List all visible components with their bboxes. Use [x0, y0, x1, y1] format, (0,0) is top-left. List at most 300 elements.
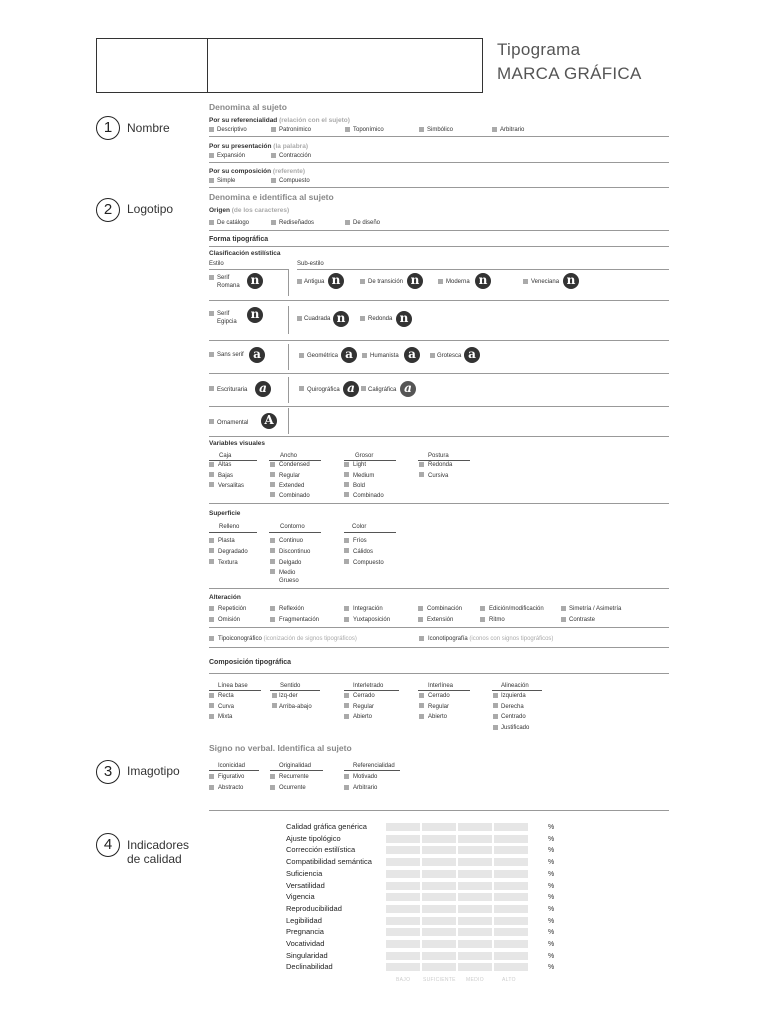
- checkbox[interactable]: [297, 279, 302, 284]
- checkbox[interactable]: [209, 636, 214, 641]
- checkbox[interactable]: [344, 472, 349, 477]
- checkbox[interactable]: [270, 492, 275, 497]
- checkbox[interactable]: [209, 311, 214, 316]
- option-combinado: Combinado: [279, 493, 310, 499]
- option-contraccion: Contracción: [279, 153, 312, 159]
- divider: [209, 246, 669, 247]
- checkbox[interactable]: [344, 617, 349, 622]
- quality-cell[interactable]: [422, 952, 456, 960]
- checkbox[interactable]: [362, 353, 367, 358]
- section-imagotipo: Imagotipo: [127, 764, 180, 778]
- quality-cell[interactable]: [422, 917, 456, 925]
- checkbox[interactable]: [270, 472, 275, 477]
- checkbox[interactable]: [344, 703, 349, 708]
- checkbox[interactable]: [271, 127, 276, 132]
- option-descriptivo: Descriptivo: [217, 127, 247, 133]
- iconotipografia-label: Iconotipografía (iconos con signos tipográficos): [428, 636, 554, 642]
- checkbox[interactable]: [561, 606, 566, 611]
- alteracion-heading: Alteración: [209, 594, 241, 601]
- sub-geometrica: Geométrica: [307, 353, 339, 359]
- style-serif: Serif: [217, 275, 230, 281]
- option-de-catalogo: De catálogo: [217, 220, 250, 226]
- quality-cell[interactable]: [494, 905, 528, 913]
- glyph-n-icon: n: [563, 273, 579, 289]
- quality-label: Vigencia: [286, 892, 315, 902]
- quality-cell[interactable]: [386, 952, 420, 960]
- checkbox[interactable]: [209, 386, 214, 391]
- option-textura: Textura: [218, 560, 238, 566]
- sub-moderna: Moderna: [446, 279, 470, 285]
- option-justificado: Justificado: [501, 725, 530, 731]
- option-condensed: Condensed: [279, 462, 310, 468]
- checkbox[interactable]: [345, 127, 350, 132]
- checkbox[interactable]: [493, 703, 498, 708]
- checkbox[interactable]: [344, 559, 349, 564]
- quality-cell[interactable]: [458, 870, 492, 878]
- checkbox[interactable]: [344, 548, 349, 553]
- option-abstracto: Abstracto: [218, 785, 244, 791]
- quality-cell[interactable]: [386, 917, 420, 925]
- checkbox[interactable]: [419, 636, 424, 641]
- quality-cell[interactable]: [422, 893, 456, 901]
- quality-cell[interactable]: [458, 823, 492, 831]
- checkbox[interactable]: [270, 617, 275, 622]
- quality-percent: %: [548, 952, 555, 960]
- glyph-a-icon: a: [249, 347, 265, 363]
- checkbox[interactable]: [419, 693, 424, 698]
- checkbox[interactable]: [344, 606, 349, 611]
- col-alineacion: Alineación: [501, 683, 529, 689]
- checkbox[interactable]: [209, 548, 214, 553]
- checkbox[interactable]: [209, 559, 214, 564]
- checkbox[interactable]: [493, 725, 498, 730]
- glyph-n-icon: n: [396, 311, 412, 327]
- sub-antigua: Antigua: [304, 279, 325, 285]
- checkbox[interactable]: [209, 352, 214, 357]
- divider: [209, 627, 669, 628]
- option-patronimico: Patronímico: [279, 127, 312, 133]
- divider: [209, 300, 669, 301]
- style-serif-2: Serif: [217, 311, 230, 317]
- option-omision: Omisión: [218, 617, 241, 623]
- divider: [209, 187, 669, 188]
- checkbox[interactable]: [271, 178, 276, 183]
- quality-cell[interactable]: [458, 835, 492, 843]
- quality-cell[interactable]: [386, 823, 420, 831]
- sub-redonda: Redonda: [368, 316, 393, 322]
- quality-cell[interactable]: [422, 882, 456, 890]
- option-toponimico: Toponímico: [353, 127, 384, 133]
- checkbox[interactable]: [344, 785, 349, 790]
- quality-cell[interactable]: [422, 823, 456, 831]
- scale-suficiente: SUFICIENTE: [423, 977, 456, 983]
- quality-cell[interactable]: [458, 917, 492, 925]
- quality-cell[interactable]: [494, 835, 528, 843]
- quality-cell[interactable]: [458, 905, 492, 913]
- checkbox[interactable]: [360, 316, 365, 321]
- underline: [344, 690, 399, 691]
- divider: [209, 406, 669, 407]
- checkbox[interactable]: [344, 714, 349, 719]
- checkbox[interactable]: [272, 703, 277, 708]
- clasificacion-label: Clasificación estilística: [209, 250, 281, 257]
- checkbox[interactable]: [270, 774, 275, 779]
- checkbox[interactable]: [493, 693, 498, 698]
- quality-cell[interactable]: [386, 893, 420, 901]
- scale-medio: MEDIO: [466, 977, 484, 983]
- underline: [209, 532, 257, 533]
- checkbox[interactable]: [209, 153, 214, 158]
- checkbox[interactable]: [270, 569, 275, 574]
- glyph-n-icon: n: [407, 273, 423, 289]
- quality-cell[interactable]: [422, 846, 456, 854]
- option-compuesto: Compuesto: [353, 560, 384, 566]
- checkbox[interactable]: [271, 153, 276, 158]
- checkbox[interactable]: [209, 538, 214, 543]
- checkbox[interactable]: [419, 127, 424, 132]
- quality-label: Versatilidad: [286, 880, 325, 890]
- option-altas: Altas: [218, 462, 232, 468]
- divider: [209, 588, 669, 589]
- divider: [209, 340, 669, 341]
- option-arbitrario-2: Arbitrario: [353, 785, 378, 791]
- option-versalitas: Versalitas: [218, 483, 245, 489]
- checkbox[interactable]: [561, 617, 566, 622]
- checkbox[interactable]: [209, 275, 214, 280]
- quality-cell[interactable]: [422, 870, 456, 878]
- scale-bajo: BAJO: [396, 977, 411, 983]
- quality-cell[interactable]: [494, 917, 528, 925]
- checkbox[interactable]: [209, 774, 214, 779]
- underline: [209, 770, 259, 771]
- divider: [288, 270, 289, 296]
- checkbox[interactable]: [209, 482, 214, 487]
- option-delgado: Delgado: [279, 560, 302, 566]
- option-izquierda: Izquierda: [501, 693, 526, 699]
- sub-quirografica: Quirográfica: [307, 387, 340, 393]
- option-repeticion: Repetición: [218, 606, 247, 612]
- checkbox[interactable]: [209, 472, 214, 477]
- quality-cell[interactable]: [494, 893, 528, 901]
- option-figurativo: Figurativo: [218, 774, 245, 780]
- quality-label: Ajuste tipológico: [286, 833, 341, 843]
- header-divider: [207, 39, 208, 92]
- col-relleno: Relleno: [219, 524, 240, 530]
- divider: [209, 269, 289, 270]
- checkbox[interactable]: [419, 714, 424, 719]
- quality-percent: %: [548, 929, 555, 937]
- section-number-1: 1: [96, 116, 120, 140]
- sub-veneciana: Veneciana: [531, 279, 560, 285]
- quality-cell[interactable]: [386, 835, 420, 843]
- quality-cell[interactable]: [386, 963, 420, 971]
- col-iconicidad: Iconicidad: [218, 763, 246, 769]
- quality-label: Vocatividad: [286, 939, 325, 948]
- presentacion-label: Por su presentación (la palabra): [209, 143, 308, 150]
- checkbox[interactable]: [480, 617, 485, 622]
- checkbox[interactable]: [270, 548, 275, 553]
- col-sentido: Sentido: [280, 683, 301, 689]
- col-originalidad: Originalidad: [279, 763, 312, 769]
- section-number-2: 2: [96, 198, 120, 222]
- checkbox[interactable]: [360, 279, 365, 284]
- quality-percent: %: [548, 870, 555, 878]
- quality-cell[interactable]: [494, 952, 528, 960]
- checkbox[interactable]: [344, 774, 349, 779]
- quality-percent: %: [548, 964, 555, 972]
- section-number-4: 4: [96, 833, 120, 857]
- option-medio: Medio: [279, 570, 296, 576]
- checkbox[interactable]: [419, 462, 424, 467]
- glyph-a-icon: a: [341, 347, 357, 363]
- glyph-n-icon: n: [247, 307, 263, 323]
- quality-label: Compatibilidad semántica: [286, 857, 372, 867]
- checkbox[interactable]: [209, 220, 214, 225]
- quality-cell[interactable]: [386, 940, 420, 948]
- section-number-3: 3: [96, 760, 120, 784]
- checkbox[interactable]: [270, 538, 275, 543]
- option-curva: Curva: [218, 704, 235, 710]
- checkbox[interactable]: [270, 462, 275, 467]
- sub-humanista: Humanista: [370, 353, 399, 359]
- quality-cell[interactable]: [386, 905, 420, 913]
- checkbox[interactable]: [209, 419, 214, 424]
- option-centrado: Centrado: [501, 714, 526, 720]
- checkbox[interactable]: [480, 606, 485, 611]
- divider: [288, 306, 289, 334]
- checkbox[interactable]: [270, 606, 275, 611]
- checkbox[interactable]: [209, 178, 214, 183]
- quality-cell[interactable]: [458, 940, 492, 948]
- quality-cell[interactable]: [494, 858, 528, 866]
- option-degradado: Degradado: [218, 549, 248, 555]
- checkbox[interactable]: [344, 693, 349, 698]
- checkbox[interactable]: [523, 279, 528, 284]
- quality-cell[interactable]: [458, 846, 492, 854]
- underline: [344, 770, 400, 771]
- checkbox[interactable]: [361, 386, 366, 391]
- option-abierto-2: Abierto: [428, 714, 448, 720]
- checkbox[interactable]: [492, 127, 497, 132]
- option-recurrente: Recurrente: [279, 774, 309, 780]
- quality-cell[interactable]: [458, 893, 492, 901]
- checkbox[interactable]: [418, 606, 423, 611]
- quality-cell[interactable]: [386, 858, 420, 866]
- quality-cell[interactable]: [494, 823, 528, 831]
- quality-cell[interactable]: [422, 928, 456, 936]
- col-postura: Postura: [428, 453, 449, 459]
- style-egipcia: Egipcia: [217, 319, 237, 325]
- option-combinado-2: Combinado: [353, 493, 384, 499]
- col-referencialidad: Referencialidad: [353, 763, 395, 769]
- quality-label: Corrección estilística: [286, 845, 356, 855]
- section-de-calidad: de calidad: [127, 852, 182, 866]
- sub-caligrafica: Caligráfica: [368, 387, 397, 393]
- imagotipo-heading: Signo no verbal. Identifica al sujeto: [209, 743, 352, 753]
- col-interlinea: Interlínea: [428, 683, 454, 689]
- option-derecha: Derecha: [501, 704, 524, 710]
- logotipo-heading: Denomina e identifica al sujeto: [209, 192, 334, 202]
- variables-visuales-heading: Variables visuales: [209, 440, 266, 447]
- quality-percent: %: [548, 894, 555, 902]
- divider: [209, 136, 669, 137]
- quality-label: Declinabilidad: [286, 962, 333, 972]
- underline: [344, 532, 396, 533]
- checkbox[interactable]: [419, 703, 424, 708]
- superficie-heading: Superficie: [209, 510, 241, 517]
- option-izq-der: Izq-der: [279, 693, 298, 699]
- underline: [209, 690, 261, 691]
- col-ancho: Ancho: [280, 453, 298, 459]
- checkbox[interactable]: [209, 462, 214, 467]
- checkbox[interactable]: [209, 617, 214, 622]
- section-indicadores: Indicadores: [127, 838, 190, 852]
- style-romana: Romana: [217, 283, 240, 289]
- checkbox[interactable]: [418, 617, 423, 622]
- quality-percent: %: [548, 917, 555, 925]
- quality-cell[interactable]: [422, 858, 456, 866]
- divider: [288, 377, 289, 403]
- divider: [209, 230, 669, 231]
- divider: [209, 647, 669, 648]
- quality-label: Reproducibilidad: [286, 903, 342, 913]
- quality-cell[interactable]: [422, 905, 456, 913]
- checkbox[interactable]: [209, 703, 214, 708]
- divider: [209, 503, 669, 504]
- checkbox[interactable]: [419, 472, 424, 477]
- quality-cell[interactable]: [494, 846, 528, 854]
- sub-cuadrada: Cuadrada: [304, 316, 331, 322]
- quality-percent: %: [548, 824, 555, 831]
- quality-percent: %: [548, 905, 555, 913]
- underline: [209, 460, 257, 461]
- quality-cell[interactable]: [386, 928, 420, 936]
- quality-cell[interactable]: [494, 870, 528, 878]
- checkbox[interactable]: [272, 693, 277, 698]
- divider: [209, 673, 669, 674]
- divider: [288, 344, 289, 370]
- option-arriba-abajo: Arriba-abajo: [279, 704, 312, 710]
- quality-cell[interactable]: [458, 952, 492, 960]
- option-continuo: Continuo: [279, 538, 304, 544]
- nombre-heading: Denomina al sujeto: [209, 102, 287, 112]
- style-sans-serif: Sans serif: [217, 352, 244, 358]
- divider: [209, 810, 669, 811]
- checkbox[interactable]: [438, 279, 443, 284]
- checkbox[interactable]: [270, 559, 275, 564]
- glyph-a-script-icon: a: [255, 381, 271, 397]
- quality-cell[interactable]: [494, 963, 528, 971]
- checkbox[interactable]: [345, 220, 350, 225]
- quality-cell[interactable]: [422, 835, 456, 843]
- option-combinacion: Combinación: [427, 606, 463, 612]
- quality-cell[interactable]: [494, 940, 528, 948]
- checkbox[interactable]: [297, 316, 302, 321]
- checkbox[interactable]: [430, 353, 435, 358]
- option-extended: Extended: [279, 483, 305, 489]
- option-medium: Medium: [353, 473, 375, 479]
- composicion-tipografica-heading: Composición tipográfica: [209, 659, 292, 666]
- quality-cell[interactable]: [386, 882, 420, 890]
- quality-cell[interactable]: [386, 846, 420, 854]
- subestilo-label: Sub-estilo: [297, 261, 324, 267]
- checkbox[interactable]: [299, 353, 304, 358]
- referencialidad-label: Por su referencialidad (relación con el sujeto): [209, 117, 350, 124]
- style-escrituraria: Escrituraria: [217, 387, 248, 393]
- checkbox[interactable]: [344, 492, 349, 497]
- quality-label: Pregnancia: [286, 927, 324, 937]
- divider: [209, 373, 669, 374]
- divider: [209, 436, 669, 437]
- quality-cell[interactable]: [386, 870, 420, 878]
- glyph-a-icon: a: [464, 347, 480, 363]
- scale-alto: ALTO: [502, 977, 516, 983]
- underline: [270, 770, 323, 771]
- checkbox[interactable]: [209, 714, 214, 719]
- option-bold: Bold: [353, 483, 366, 489]
- option-calidos: Cálidos: [353, 549, 374, 555]
- quality-cell[interactable]: [458, 858, 492, 866]
- option-recta: Recta: [218, 693, 234, 699]
- quality-cell[interactable]: [458, 963, 492, 971]
- checkbox[interactable]: [209, 127, 214, 132]
- quality-cell[interactable]: [494, 882, 528, 890]
- sub-de-transicion: De transición: [368, 279, 404, 285]
- tipoiconografico-label: Tipoiconográfico (iconización de signos tipográficos): [218, 636, 357, 642]
- checkbox[interactable]: [209, 693, 214, 698]
- option-contraste: Contraste: [569, 617, 596, 623]
- option-ritmo: Ritmo: [489, 617, 505, 623]
- divider: [209, 162, 669, 163]
- checkbox[interactable]: [270, 785, 275, 790]
- checkbox[interactable]: [271, 220, 276, 225]
- quality-cell[interactable]: [422, 963, 456, 971]
- title-tipograma: Tipograma: [497, 40, 581, 59]
- option-motivado: Motivado: [353, 774, 378, 780]
- checkbox[interactable]: [209, 606, 214, 611]
- style-ornamental: Ornamental: [217, 420, 249, 426]
- quality-cell[interactable]: [422, 940, 456, 948]
- option-de-diseno: De diseño: [353, 220, 381, 226]
- quality-percent: %: [548, 859, 555, 867]
- checkbox[interactable]: [344, 482, 349, 487]
- quality-cell[interactable]: [458, 882, 492, 890]
- option-regular-2: Regular: [353, 704, 375, 710]
- checkbox[interactable]: [270, 482, 275, 487]
- option-simetria-asimetria: Simetría / Asimetría: [569, 606, 622, 612]
- option-abierto: Abierto: [353, 714, 373, 720]
- option-expansion: Expansión: [217, 153, 246, 159]
- checkbox[interactable]: [344, 538, 349, 543]
- option-redisenados: Rediseñados: [279, 220, 315, 226]
- origen-label: Origen (de los caracteres): [209, 207, 290, 214]
- checkbox[interactable]: [493, 714, 498, 719]
- checkbox[interactable]: [209, 785, 214, 790]
- option-grueso: Grueso: [279, 578, 299, 584]
- option-yuxtaposicion: Yuxtaposición: [353, 617, 391, 623]
- col-caja: Caja: [219, 453, 232, 459]
- option-frios: Fríos: [353, 538, 367, 544]
- glyph-a-icon: a: [404, 347, 420, 363]
- option-simple: Simple: [217, 178, 236, 184]
- checkbox[interactable]: [299, 386, 304, 391]
- checkbox[interactable]: [344, 462, 349, 467]
- quality-cell[interactable]: [494, 928, 528, 936]
- option-extension: Extensión: [427, 617, 454, 623]
- option-redonda: Redonda: [428, 462, 453, 468]
- quality-cell[interactable]: [458, 928, 492, 936]
- option-mixta: Mixta: [218, 714, 233, 720]
